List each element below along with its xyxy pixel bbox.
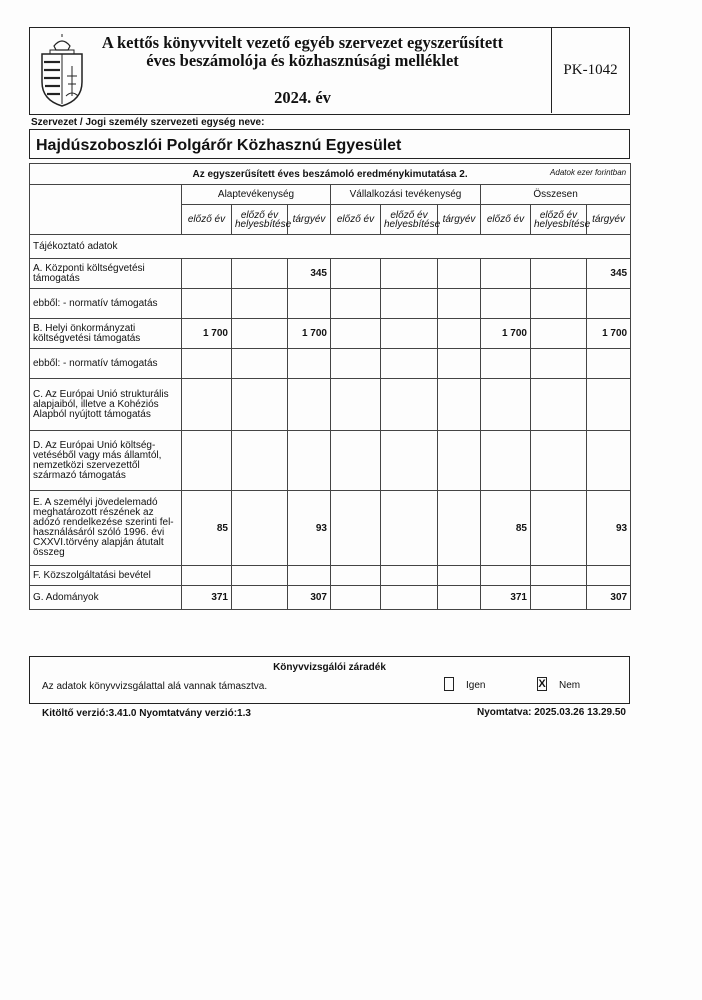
value-cell [531, 349, 587, 379]
subheader-correction: előző év helyesbítése [232, 205, 288, 235]
value-cell: 307 [587, 586, 631, 610]
value-cell [531, 491, 587, 566]
value-cell [288, 566, 331, 586]
value-cell [531, 431, 587, 491]
value-cell: 85 [481, 491, 531, 566]
value-cell [481, 349, 531, 379]
table-caption [30, 164, 631, 185]
group-header-business: Vállalkozási tevékenység [331, 185, 481, 205]
row-label: ebből: - normatív támogatás [30, 289, 182, 319]
title-line-1: A kettős könyvvitelt vezető egyéb szervezet egyszerűsített [101, 33, 504, 52]
row-label: C. Az Európai Unió strukturális alapjaiból, illetve a Kohéziós Alapból nyújtott támogatás [30, 379, 182, 431]
subheader-correction: előző év helyesbítése [531, 205, 587, 235]
value-cell: 1 700 [182, 319, 232, 349]
value-cell [232, 379, 288, 431]
value-cell [381, 586, 438, 610]
value-cell [531, 259, 587, 289]
value-cell [232, 431, 288, 491]
value-cell [438, 259, 481, 289]
value-cell [182, 379, 232, 431]
value-cell [182, 289, 232, 319]
value-cell [288, 379, 331, 431]
row-label: E. A személyi jövedelemadó meghatározott részének az adózó rendelkezése szerinti fel-használásáról szóló 1996. évi CXXVI.törvény alapján átutalt összeg [30, 491, 182, 566]
table-row [30, 319, 631, 349]
form-header [29, 27, 630, 115]
value-cell [531, 289, 587, 319]
value-cell [182, 431, 232, 491]
value-cell [531, 379, 587, 431]
value-cell [232, 289, 288, 319]
value-cell [331, 289, 381, 319]
value-cell [182, 259, 232, 289]
value-cell [288, 289, 331, 319]
value-cell [288, 349, 331, 379]
value-cell [587, 431, 631, 491]
value-cell [288, 431, 331, 491]
value-cell [381, 319, 438, 349]
value-cell [381, 289, 438, 319]
group-header-total: Összesen [481, 185, 631, 205]
value-cell [587, 349, 631, 379]
value-cell [232, 491, 288, 566]
form-code: PK-1042 [551, 28, 629, 113]
value-cell [331, 586, 381, 610]
value-cell: 85 [182, 491, 232, 566]
value-cell [481, 289, 531, 319]
value-cell [232, 259, 288, 289]
value-cell [182, 566, 232, 586]
audit-clause-box [29, 656, 630, 704]
value-cell [232, 586, 288, 610]
subheader-current-year: tárgyév [587, 205, 631, 235]
value-cell [381, 566, 438, 586]
value-cell [587, 289, 631, 319]
value-cell [438, 289, 481, 319]
value-cell [331, 349, 381, 379]
coat-of-arms-icon [36, 34, 88, 108]
unit-note: Adatok ezer forintban [550, 168, 627, 177]
value-cell: 345 [288, 259, 331, 289]
value-cell [381, 379, 438, 431]
value-cell [182, 349, 232, 379]
value-cell [481, 379, 531, 431]
value-cell [531, 566, 587, 586]
value-cell [438, 566, 481, 586]
value-cell [232, 319, 288, 349]
value-cell [587, 379, 631, 431]
value-cell [438, 379, 481, 431]
label-header-cell [30, 185, 182, 235]
value-cell: 93 [288, 491, 331, 566]
value-cell [531, 319, 587, 349]
title-line-2: éves beszámolója és közhasznúsági melléklet [146, 51, 459, 70]
value-cell [438, 319, 481, 349]
value-cell [438, 349, 481, 379]
row-label: G. Adományok [30, 586, 182, 610]
value-cell [381, 259, 438, 289]
section-title: Tájékoztató adatok [30, 235, 631, 259]
subheader-prev-year: előző év [481, 205, 531, 235]
table-row [30, 379, 631, 431]
value-cell [381, 491, 438, 566]
table-row [30, 491, 631, 566]
value-cell [481, 431, 531, 491]
subheader-current-year: tárgyév [438, 205, 481, 235]
table-row [30, 566, 631, 586]
value-cell [232, 349, 288, 379]
value-cell: 307 [288, 586, 331, 610]
form-title [100, 34, 505, 70]
value-cell: 1 700 [288, 319, 331, 349]
value-cell: 371 [182, 586, 232, 610]
caption-text: Az egyszerűsített éves beszámoló eredménykimutatása 2. [192, 168, 468, 180]
income-statement-table [29, 163, 631, 610]
value-cell: 345 [587, 259, 631, 289]
value-cell [331, 379, 381, 431]
value-cell [438, 491, 481, 566]
print-timestamp: Nyomtatva: 2025.03.26 13.29.50 [477, 707, 626, 718]
group-header-basic: Alaptevékenység [182, 185, 331, 205]
value-cell: 1 700 [587, 319, 631, 349]
org-label: Szervezet / Jogi személy szervezeti egység neve: [31, 117, 265, 128]
value-cell [587, 566, 631, 586]
value-cell: 371 [481, 586, 531, 610]
subheader-prev-year: előző év [331, 205, 381, 235]
org-name: Hajdúszoboszlói Polgárőr Közhasznú Egyesület [29, 129, 630, 159]
report-year: 2024. év [274, 88, 331, 107]
table-row [30, 289, 631, 319]
table-row [30, 259, 631, 289]
value-cell [438, 431, 481, 491]
row-label: B. Helyi önkormányzati költségvetési támogatás [30, 319, 182, 349]
value-cell [331, 491, 381, 566]
subheader-correction: előző év helyesbítése [381, 205, 438, 235]
value-cell [331, 431, 381, 491]
value-cell [331, 566, 381, 586]
version-info: Kitöltő verzió:3.41.0 Nyomtatvány verzió:1.3 [42, 708, 251, 719]
value-cell [531, 586, 587, 610]
value-cell [381, 349, 438, 379]
audit-statement: Az adatok könyvvizsgálattal alá vannak támasztva. [42, 681, 268, 692]
table-row [30, 586, 631, 610]
value-cell [481, 259, 531, 289]
subheader-current-year: tárgyév [288, 205, 331, 235]
row-label: D. Az Európai Unió költség-vetéséből vagy más államtól, nemzetközi szervezettől származó támogatás [30, 431, 182, 491]
value-cell [331, 259, 381, 289]
subheader-prev-year: előző év [182, 205, 232, 235]
value-cell: 1 700 [481, 319, 531, 349]
audit-title: Könyvvizsgálói záradék [273, 662, 386, 673]
no-label: Nem [559, 680, 581, 691]
row-label: F. Közszolgáltatási bevétel [30, 566, 182, 586]
value-cell [232, 566, 288, 586]
value-cell: 93 [587, 491, 631, 566]
row-label: A. Központi költségvetési támogatás [30, 259, 182, 289]
table-row [30, 349, 631, 379]
value-cell [481, 566, 531, 586]
value-cell [331, 319, 381, 349]
value-cell [381, 431, 438, 491]
table-row [30, 431, 631, 491]
no-checkbox[interactable]: X [538, 678, 546, 690]
value-cell [438, 586, 481, 610]
row-label: ebből: - normatív támogatás [30, 349, 182, 379]
yes-label: Igen [466, 680, 486, 691]
yes-checkbox[interactable] [444, 677, 454, 691]
